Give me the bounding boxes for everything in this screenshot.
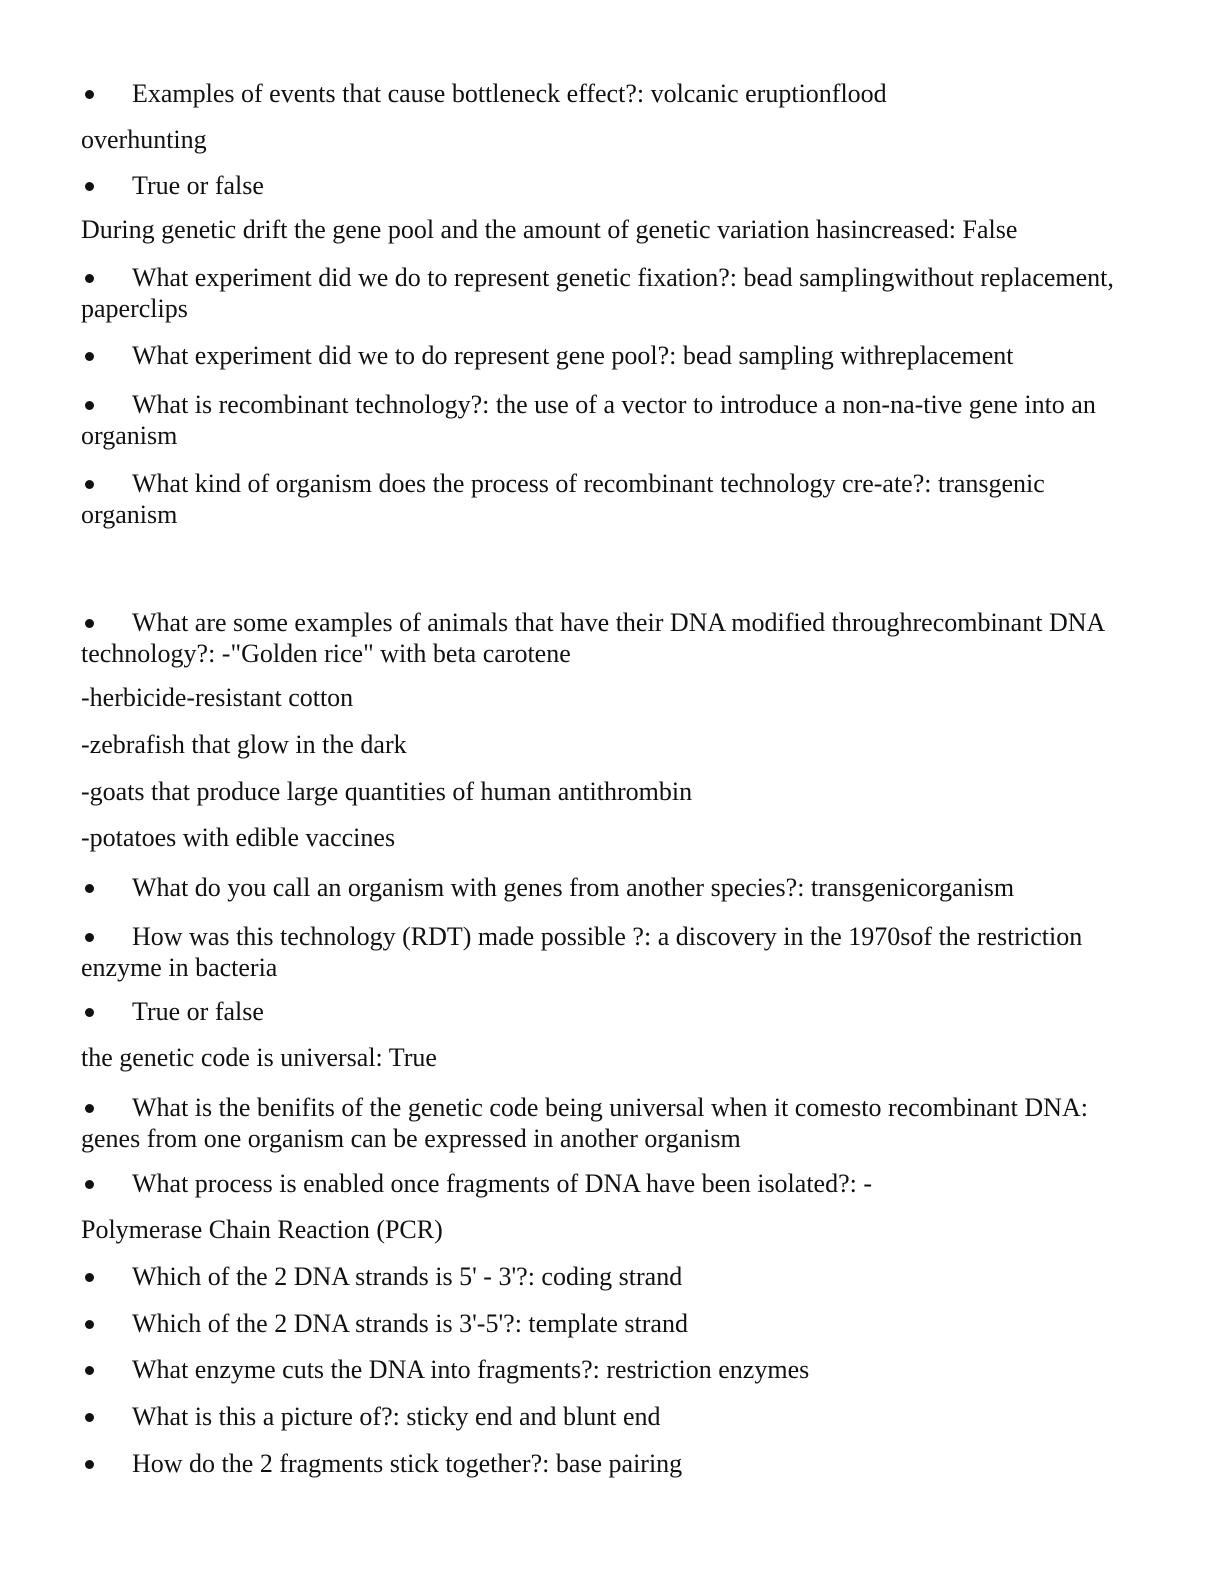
text-line: During genetic drift the gene pool and the amount of genetic variation hasincreased: False bbox=[81, 215, 1018, 244]
text-line: -potatoes with edible vaccines bbox=[81, 823, 396, 852]
text-line: the genetic code is universal: True bbox=[81, 1043, 437, 1072]
bullet-item: What is recombinant technology?: the use of a vector to introduce a non-na-tive gene into an organism bbox=[81, 390, 1096, 450]
bullet-item: Which of the 2 DNA strands is 3'-5'?: template strand bbox=[132, 1309, 688, 1338]
bullet-item: What process is enabled once fragments of DNA have been isolated?: - bbox=[132, 1169, 873, 1198]
bullet-item: True or false bbox=[132, 997, 264, 1026]
text-line: -herbicide-resistant cotton bbox=[81, 683, 354, 712]
bullet-item: What is the benifits of the genetic code being universal when it comesto recombinant DNA: genes from one organism can be expressed in another organism bbox=[81, 1093, 1088, 1153]
text-line: -zebrafish that glow in the dark bbox=[81, 730, 407, 759]
bullet-item: How do the 2 fragments stick together?: base pairing bbox=[132, 1449, 683, 1478]
bullet-item: What is this a picture of?: sticky end and blunt end bbox=[132, 1402, 661, 1431]
bullet-item: Which of the 2 DNA strands is 5' - 3'?: coding strand bbox=[132, 1262, 683, 1291]
bullet-item: What kind of organism does the process of recombinant technology cre-ate?: transgenic organism bbox=[81, 469, 1045, 529]
bullet-item: What experiment did we to do represent gene pool?: bead sampling withreplacement bbox=[132, 341, 1014, 370]
text-line: -goats that produce large quantities of human antithrombin bbox=[81, 777, 693, 806]
bullet-item: What do you call an organism with genes from another species?: transgenicorganism bbox=[132, 873, 1015, 902]
bullet-item: Examples of events that cause bottleneck effect?: volcanic eruptionflood bbox=[132, 79, 887, 108]
bullet-item: What are some examples of animals that have their DNA modified throughrecombinant DNA technology?: -"Golden rice" with beta carotene bbox=[81, 608, 1104, 668]
bullet-item: What enzyme cuts the DNA into fragments?: restriction enzymes bbox=[132, 1355, 810, 1384]
bullet-item: What experiment did we do to represent genetic fixation?: bead samplingwithout replacement, paperclips bbox=[81, 263, 1114, 323]
text-line: overhunting bbox=[81, 125, 207, 154]
bullet-item: How was this technology (RDT) made possible ?: a discovery in the 1970sof the restriction enzyme in bacteria bbox=[81, 922, 1083, 982]
bullet-item: True or false bbox=[132, 171, 264, 200]
text-line: Polymerase Chain Reaction (PCR) bbox=[81, 1215, 443, 1244]
